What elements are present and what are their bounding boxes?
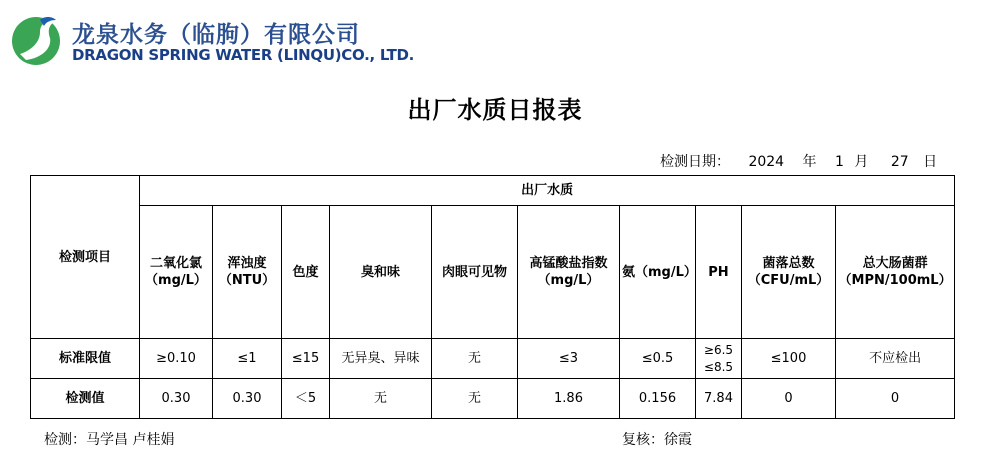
date-year: 2024 bbox=[748, 154, 785, 170]
date-month-unit: 月 bbox=[854, 154, 869, 170]
company-name-en: DRAGON SPRING WATER (LINQU)CO., LTD. bbox=[72, 46, 415, 64]
inspection-date bbox=[660, 151, 937, 171]
table-cell: 0 bbox=[836, 379, 955, 419]
table-cell: ＜5 bbox=[282, 379, 330, 419]
column-header: 色度 bbox=[282, 206, 330, 339]
table-cell: 0.30 bbox=[140, 379, 213, 419]
row-label-measured: 检测值 bbox=[31, 379, 140, 419]
column-header: 肉眼可见物 bbox=[432, 206, 518, 339]
table-cell: 无 bbox=[330, 379, 432, 419]
row-label-standard: 标准限值 bbox=[31, 339, 140, 379]
table-cell: ≤0.5 bbox=[620, 339, 696, 379]
date-day-unit: 日 bbox=[923, 154, 938, 170]
report-title: 出厂水质日报表 bbox=[407, 96, 583, 124]
column-header: 臭和味 bbox=[330, 206, 432, 339]
date-label: 检测日期： bbox=[660, 154, 730, 170]
table-cell: 无 bbox=[432, 339, 518, 379]
table-cell: 不应检出 bbox=[836, 339, 955, 379]
date-month: 1 bbox=[835, 154, 844, 170]
column-header: PH bbox=[696, 206, 742, 339]
table-cell: ≤15 bbox=[282, 339, 330, 379]
column-header: 高锰酸盐指数（mg/L） bbox=[518, 206, 620, 339]
company-logo bbox=[10, 14, 415, 70]
group-header: 出厂水质 bbox=[140, 176, 955, 206]
table-cell: 1.86 bbox=[518, 379, 620, 419]
reviewer-signature: 复核：徐霞 bbox=[622, 432, 692, 448]
date-year-unit: 年 bbox=[802, 154, 817, 170]
table-cell: ≥6.5 ≤8.5 bbox=[696, 339, 742, 379]
column-header: 浑浊度（NTU） bbox=[213, 206, 282, 339]
table-cell: 0.30 bbox=[213, 379, 282, 419]
water-quality-table bbox=[30, 175, 955, 419]
table-cell: 7.84 bbox=[696, 379, 742, 419]
table-cell: ≤3 bbox=[518, 339, 620, 379]
table-cell: 无异臭、异味 bbox=[330, 339, 432, 379]
table-cell: ≥0.10 bbox=[140, 339, 213, 379]
table-cell: 0 bbox=[742, 379, 836, 419]
company-name-cn: 龙泉水务（临朐）有限公司 bbox=[72, 21, 360, 48]
column-header: 二氧化氯（mg/L） bbox=[140, 206, 213, 339]
table-cell: ≤100 bbox=[742, 339, 836, 379]
column-header: 菌落总数（CFU/mL） bbox=[742, 206, 836, 339]
table-cell: ≤1 bbox=[213, 339, 282, 379]
inspector-signature: 检测：马学昌 卢桂娟 bbox=[44, 432, 175, 448]
table-cell: 无 bbox=[432, 379, 518, 419]
row-header-item: 检测项目 bbox=[31, 176, 140, 339]
dragon-logo-icon bbox=[10, 14, 64, 68]
date-day: 27 bbox=[890, 154, 909, 170]
column-header: 总大肠菌群（MPN/100mL） bbox=[836, 206, 955, 339]
table-cell: 0.156 bbox=[620, 379, 696, 419]
column-header: 氨（mg/L） bbox=[620, 206, 696, 339]
